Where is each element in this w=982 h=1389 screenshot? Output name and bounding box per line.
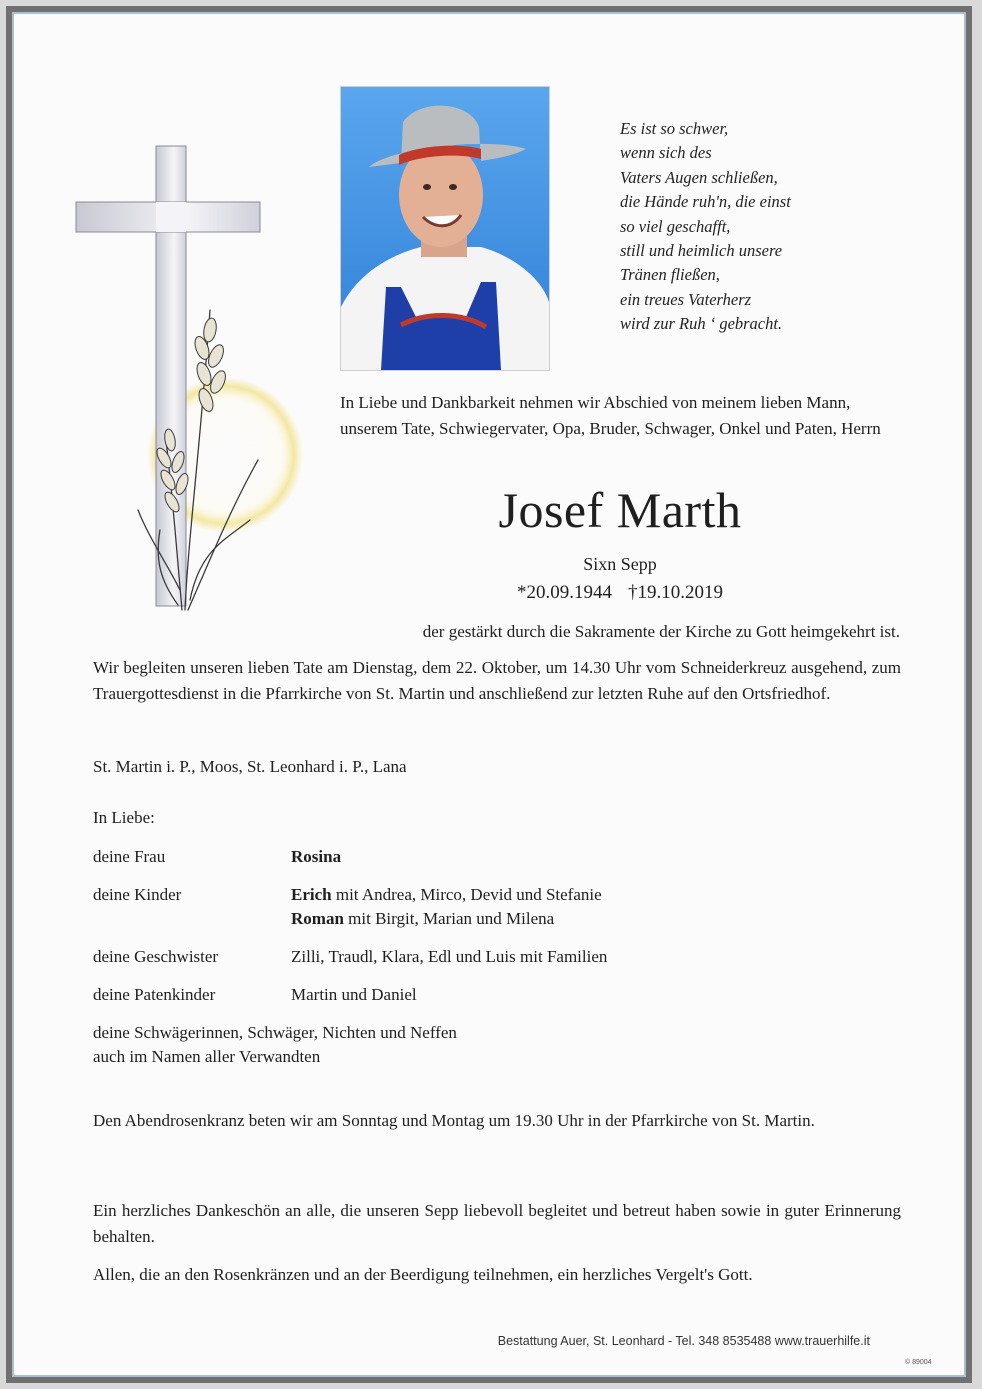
funeral-home-footer: Bestattung Auer, St. Leonhard - Tel. 348 8535488 www.trauerhilfe.it: [497, 1334, 870, 1348]
copyright-mark: © 89004: [905, 1359, 932, 1366]
children-label: deine Kinder: [93, 885, 182, 904]
relatives-line: auch im Namen aller Verwandten: [93, 1047, 321, 1066]
poem-line: die Hände ruh'n, die einst: [620, 192, 791, 212]
poem-line: wenn sich des: [620, 143, 712, 163]
siblings-label: deine Geschwister: [93, 947, 219, 966]
deceased-nickname: Sixn Sepp: [583, 554, 657, 574]
child-family: mit Birgit, Marian und Milena: [343, 909, 555, 928]
places: St. Martin i. P., Moos, St. Leonhard i. P., Lana: [93, 757, 407, 776]
vergelts-gott-paragraph: Allen, die an den Rosenkränzen und an der Beerdigung teilnehmen, ein herzliches Vergelt's Gott.: [93, 1265, 753, 1284]
siblings-names: Zilli, Traudl, Klara, Edl und Luis mit Familien: [291, 947, 608, 966]
wife-name-bold: Rosina: [291, 847, 342, 866]
poem-line: Tränen fließen,: [620, 265, 720, 285]
portrait-photo: [340, 86, 550, 371]
rosary-announcement: Den Abendrosenkranz beten wir am Sonntag und Montag um 19.30 Uhr in der Pfarrkirche von St. Martin.: [93, 1111, 815, 1130]
poem-line: still und heimlich unsere: [620, 241, 783, 261]
godchildren-names: Martin und Daniel: [291, 985, 417, 1004]
in-love-heading: In Liebe:: [93, 808, 155, 827]
wife-label: deine Frau: [93, 847, 166, 866]
poem-line: ein treues Vaterherz: [620, 289, 752, 309]
wheat-icon: [130, 290, 270, 620]
deceased-name: Josef Marth: [498, 482, 742, 538]
inlaws-line: deine Schwägerinnen, Schwäger, Nichten und Neffen: [93, 1023, 457, 1042]
child-family: mit Andrea, Mirco, Devid und Stefanie: [331, 885, 602, 904]
poem-line: wird zur Ruh ‘ gebracht.: [620, 314, 783, 334]
child-row-1: [291, 883, 602, 907]
death-date: †19.10.2019: [628, 582, 723, 603]
godchildren-label: deine Patenkinder: [93, 985, 216, 1004]
life-dates: [340, 580, 900, 606]
sacraments-line: der gestärkt durch die Sakramente der Kirche zu Gott heimgekehrt ist.: [422, 622, 900, 641]
funeral-announcement: Wir begleiten unseren lieben Tate am Dienstag, dem 22. Oktober, um 14.30 Uhr vom Schneiderkreuz ausgehend, zum Trauergottesdienst in die Pfarrkirche von St. Martin und anschließend zur letzten Ruhe auf den Ortsfriedhof.: [93, 658, 901, 703]
child-name: Erich: [291, 885, 332, 904]
intro-text: In Liebe und Dankbarkeit nehmen wir Abschied von meinem lieben Mann, unserem Tate, Schwiegervater, Opa, Bruder, Schwager, Onkel und Paten, Herrn: [340, 393, 881, 438]
portrait-illustration: [341, 87, 549, 370]
thanks-paragraph: Ein herzliches Dankeschön an alle, die unseren Sepp liebevoll begleitet und betreut haben sowie in guter Erinnerung behalten.: [93, 1201, 901, 1246]
poem-line: Es ist so schwer,: [620, 119, 729, 138]
poem-line: so viel geschafft,: [620, 216, 731, 236]
wife-name: [291, 845, 341, 869]
poem: [620, 117, 920, 337]
child-name: Roman: [291, 909, 344, 928]
birth-date: *20.09.1944: [517, 582, 612, 603]
child-row-2: [291, 907, 554, 931]
poem-line: Vaters Augen schließen,: [620, 167, 778, 187]
